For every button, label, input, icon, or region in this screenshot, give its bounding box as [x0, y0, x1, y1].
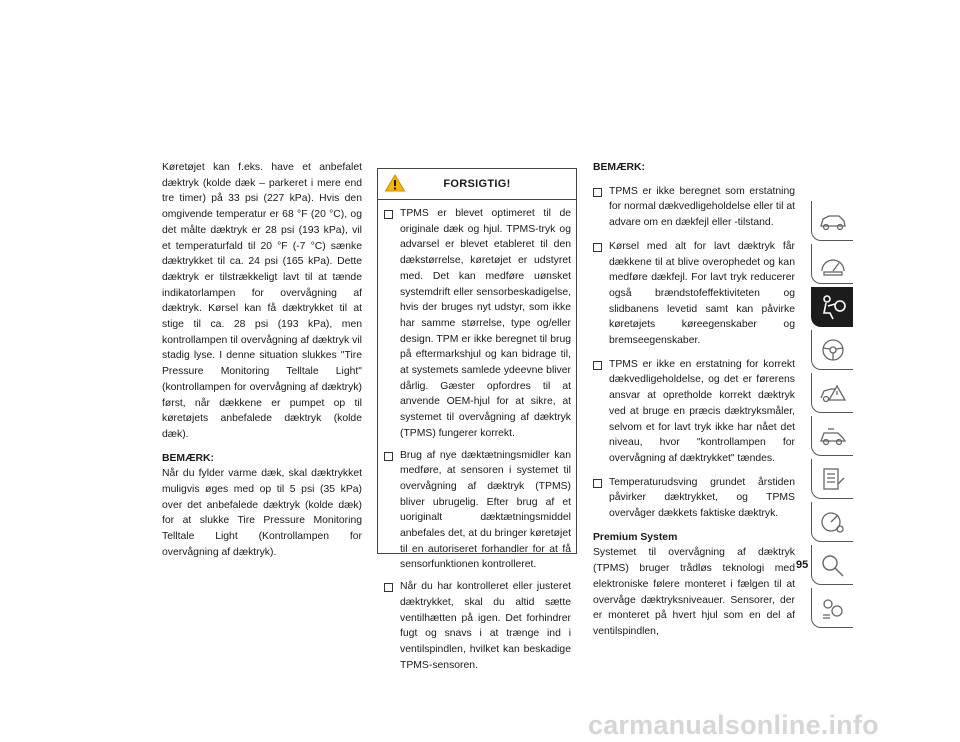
dashboard-icon	[818, 251, 848, 277]
checkbox-bullet-icon	[593, 188, 602, 197]
caution-item	[384, 579, 571, 673]
caution-item	[384, 448, 571, 574]
multimedia-icon	[818, 509, 848, 535]
specifications-icon	[818, 595, 848, 621]
note-heading: BEMÆRK:	[162, 452, 214, 464]
steering-wheel-icon	[818, 337, 848, 363]
note-item-text: TPMS er ikke en erstatning for korrekt dækvedligeholdelse, og det er førerens ansvar at opretholde korrekt dæktryk ved at bruge en præcis dæktryksmåler, selvom et for lavt tryk ikke har nået det niveau, hvor "kontrollampen for overvågning af dæktrykket" tændes.	[609, 358, 795, 464]
right-column	[593, 160, 795, 640]
airbag-safety-icon	[818, 293, 848, 321]
caution-item-text: Brug af nye dæktætningsmidler kan medføre, at sensoren i systemet til overvågning af dæktryk (TPMS) bliver ubrugelig. Efter brug af et uoriginalt dæktætningsmiddel anbefales det, at du bringer køretøjet til en autoriseret forhandler for at få sensorfunktionen kontrolleret.	[400, 449, 571, 571]
chapter-tabs	[811, 201, 855, 631]
section-heading: Premium System	[593, 531, 678, 543]
left-column	[162, 160, 362, 561]
caution-item-text: TPMS er blevet optimeret til de originale dæk og hjul. TPMS-tryk og advarsel er blevet etableret til den dækstørrelse, køretøjet er udstyret med. Det kan medføre uønsket systemdrift eller sensorbeskadigelse, hvis der bruges nyt udstyr, som ikke har samme størrelse, type og/eller design. TPM er ikke beregnet til brug på eftermarkshjul og kan bidrage til, at systemets samlede ydeevne bliver dårlig. Gæster opfordres til at anvende OEM-hjul for at sikre, at systemet til overvågning af dæktryk (TPMS) fungerer korrekt.	[400, 208, 571, 439]
tab-maintenance[interactable]	[811, 459, 853, 499]
checkbox-bullet-icon	[593, 361, 602, 370]
tab-car-warning[interactable]	[811, 373, 853, 413]
caution-item-text: Når du har kontrolleret eller justeret dæktrykket, skal du altid sætte ventilhætten på igen. Det forhindrer fugt og snavs i at trænge ind i ventilspindlen, hvilket kan beskadige TPMS-sensoren.	[400, 581, 571, 671]
checkbox-bullet-icon	[384, 583, 393, 592]
tab-specifications[interactable]	[811, 588, 853, 628]
note-item	[593, 475, 795, 522]
tab-airbag-safety[interactable]	[811, 287, 853, 327]
caution-header	[378, 169, 576, 200]
note-heading: BEMÆRK:	[593, 162, 645, 173]
note-item	[593, 239, 795, 349]
page-number: 95	[796, 559, 809, 571]
note-item-text: TPMS er ikke beregnet som erstatning for normal dækvedligeholdelse eller til at advare om en dækfejl eller -tilstand.	[609, 185, 795, 229]
note-item	[593, 357, 795, 467]
checkbox-bullet-icon	[593, 479, 602, 488]
checkbox-bullet-icon	[384, 210, 393, 219]
tab-multimedia[interactable]	[811, 502, 853, 542]
search-index-icon	[818, 552, 848, 578]
note-item-text: Temperaturudsving grundet årstiden påvirker dæktrykket, og TPMS overvåger dækkets faktiske dæktryk.	[609, 476, 795, 520]
watermark: carmanualsonline.info	[588, 710, 879, 740]
caution-item	[384, 206, 571, 442]
body-paragraph: Køretøjet kan f.eks. have et anbefalet dæktryk (kolde dæk – parkeret i mere end tre timer) på 33 psi (227 kPa). Hvis den omgivende temperatur er 68 °F (20 °C), og det målte dæktryk er 28 psi (193 kPa), vil et temperaturfald til 20 °F (-7 °C) sænke dæktrykket til ca. 24 psi (165 kPa). Dette dæktryk er tilstrækkeligt lavt til at tænde indikatorlampen for overvågning af dæktryk. Kørsel kan få dæktrykket til at stige til ca. 28 psi (193 kPa), men kontrollampen til overvågning af dæktryk vil stadig lyse. I denne situation slukkes "Tire Pressure Monitoring Telltale Light" (kontrollampen for overvågning af dæktryk) først, når dækkene er pumpet op til køretøjets anbefalede dæktryk (kolde dæk).	[162, 162, 362, 440]
warning-triangle-icon	[384, 173, 406, 196]
caution-box	[377, 168, 577, 671]
maintenance-checklist-icon	[818, 466, 848, 492]
checkbox-bullet-icon	[593, 243, 602, 252]
note-item	[593, 184, 795, 231]
roadside-emergency-icon	[818, 423, 848, 449]
section-text: Systemet til overvågning af dæktryk (TPMS) bruger trådløs teknologi med elektroniske følere monteret i fælgen til at overvåge dæktryksniveauer. Sensorer, der er monteret på hvert hjul som en del af ventilspindlen,	[593, 547, 795, 637]
note-text: Når du fylder varme dæk, skal dæktrykket muligvis øges med op til 5 psi (35 kPa) over det anbefalede dæktryk (kolde dæk) for at slukke Tire Pressure Monitoring Telltale Light (Kontrollampen for overvågning af dæktryk).	[162, 468, 362, 558]
tab-dashboard[interactable]	[811, 244, 853, 284]
checkbox-bullet-icon	[384, 452, 393, 461]
car-info-icon	[818, 208, 848, 234]
caution-title: FORSIGTIG!	[443, 178, 511, 190]
tab-search-index[interactable]	[811, 545, 853, 585]
tab-car-info[interactable]	[811, 201, 853, 241]
tab-steering[interactable]	[811, 330, 853, 370]
car-warning-icon	[818, 380, 848, 406]
tab-roadside[interactable]	[811, 416, 853, 456]
note-item-text: Kørsel med alt for lavt dæktryk får dækkene til at blive overophedet og kan medføre dækfejl. For lavt tryk reducerer også brændstofeffektiviteten og slidbanens levetid samt kan påvirke køretøjets køreegenskaber og bremseegenskaber.	[609, 240, 795, 347]
